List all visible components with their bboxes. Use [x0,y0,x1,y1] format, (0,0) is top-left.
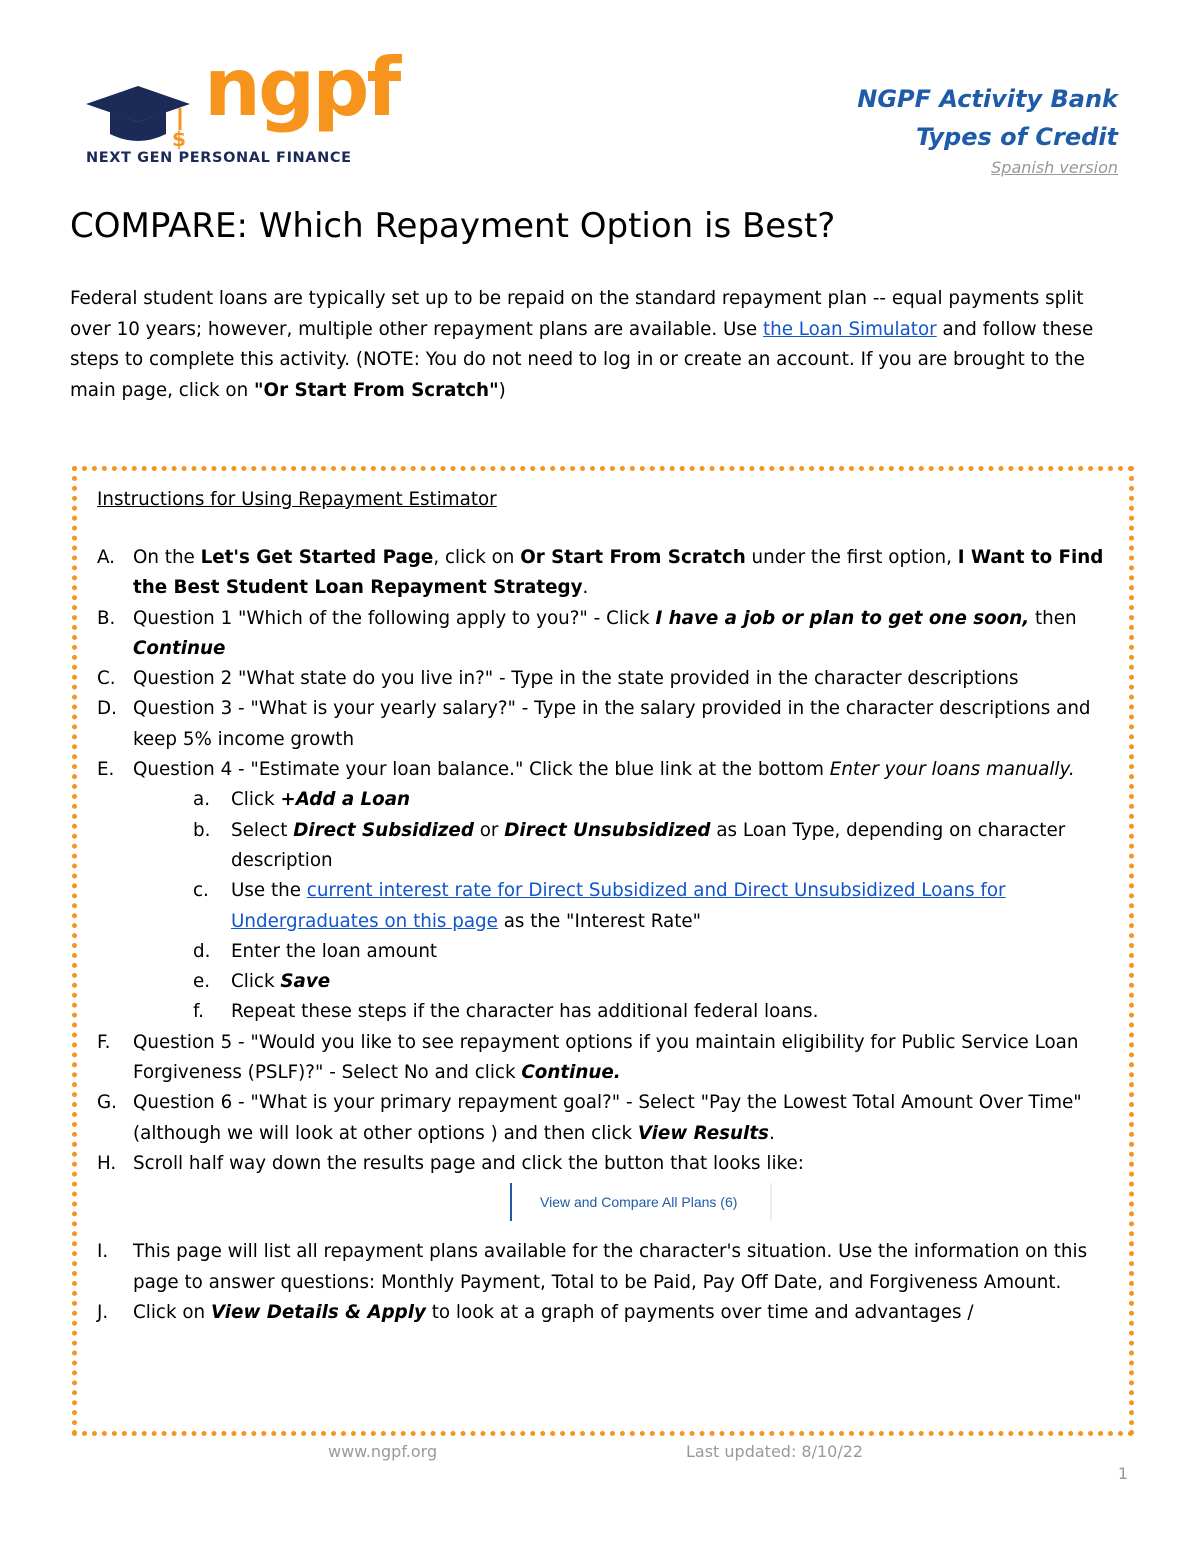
substep-marker: a. [193,789,211,811]
substep-marker: f. [193,1001,204,1023]
activity-bank-subtitle: Types of Credit [915,123,1118,151]
step-marker: F. [97,1031,111,1053]
logo-wordmark: ngpf [204,41,399,134]
substep-marker: b. [193,819,211,841]
step-marker: I. [97,1241,109,1263]
step-marker: E. [97,759,115,781]
step-marker: B. [97,607,116,629]
step-marker: A. [97,547,115,568]
button-example-row [97,1179,1127,1237]
logo-subtitle: NEXT GEN PERSONAL FINANCE [86,150,352,166]
interest-rate-link[interactable]: current interest rate for Direct Subsidized and Direct Unsubsidized Loans for Undergraduates on this page [231,880,1006,932]
step-a: A. On the Let's Get Started Page, click on Or Start From Scratch under the first option, I Want to Find the Best Student Loan Repayment Strategy. [97,543,1127,604]
step-e: E. Question 4 - "Estimate your loan balance." Click the blue link at the bottom Enter your loans manually. [97,755,1127,785]
step-j: J. Click on View Details & Apply to look at a graph of payments over time and advantages / [97,1298,1127,1328]
step-i: I. This page will list all repayment plans available for the character's situation. Use the information on this page to answer questions: Monthly Payment, Total to be Paid, Pay Off Date, and Forgiveness Amount. [97,1237,1127,1298]
substep-e: e. Click Save [97,967,1127,997]
intro-bold-text: "Or Start From Scratch" [254,379,499,401]
page-number: 1 [1117,1464,1128,1483]
substep-marker: c. [193,880,209,902]
ngpf-logo [86,41,399,174]
step-b: B. Question 1 "Which of the following apply to you?" - Click I have a job or plan to get one soon, then Continue [97,604,1127,665]
instructions-heading: Instructions for Using Repayment Estimator [97,489,497,510]
substep-a: a. Click +Add a Loan [97,785,1127,815]
substep-d: d. Enter the loan amount [97,937,1127,967]
activity-bank-title: NGPF Activity Bank [857,85,1118,113]
page-title: COMPARE: Which Repayment Option is Best? [70,206,836,246]
step-marker: D. [97,698,117,720]
loan-simulator-link[interactable]: the Loan Simulator [762,318,937,340]
spanish-version-link[interactable]: Spanish version [991,158,1118,177]
step-h: H. Scroll half way down the results page and click the button that looks like: [97,1149,1127,1179]
step-marker: C. [97,668,116,690]
activity-bank-header [857,80,1118,177]
step-f: F. Question 5 - "Would you like to see repayment options if you maintain eligibility for Public Service Loan Forgiveness (PSLF)?" - Select No and click Continue. [97,1028,1127,1089]
instructions-box [72,466,1134,1436]
view-compare-plans-button[interactable]: View and Compare All Plans (6) [510,1183,772,1221]
step-marker: H. [97,1152,117,1174]
substep-marker: e. [193,971,211,993]
step-d: D. Question 3 - "What is your yearly salary?" - Type in the salary provided in the character descriptions and keep 5% income growth [97,694,1127,755]
graduation-cap-icon [86,82,206,152]
intro-text: ) [498,379,506,401]
intro-paragraph [70,284,1130,406]
step-marker: G. [97,1092,117,1114]
substep-f: f. Repeat these steps if the character has additional federal loans. [97,997,1127,1027]
intro-text: and follow these steps to complete this activity. (NOTE: You do not need to log in or create an account. If you are brought to the main page, click on [70,318,1094,401]
substep-c: c. Use the current interest rate for Direct Subsidized and Direct Unsubsidized Loans for Undergraduates on this page as the "Interest Rate" [97,876,1127,937]
substep-marker: d. [193,940,211,962]
substep-b: b. Select Direct Subsidized or Direct Unsubsidized as Loan Type, depending on character description [97,816,1127,877]
step-g: G. Question 6 - "What is your primary repayment goal?" - Select "Pay the Lowest Total Amount Over Time" (although we will look at other options ) and then click View Results. [97,1088,1127,1149]
step-marker: J. [97,1301,109,1323]
footer-last-updated: Last updated: 8/10/22 [686,1442,864,1461]
step-c: C. Question 2 "What state do you live in?" - Type in the state provided in the character descriptions [97,664,1127,694]
intro-text: Federal student loans are typically set up to be repaid on the standard repayment plan -- equal payments split over 10 years; however, multiple other repayment plans are available. Use [70,288,1084,340]
footer-website: www.ngpf.org [328,1442,438,1461]
svg-text:$: $ [172,127,186,151]
